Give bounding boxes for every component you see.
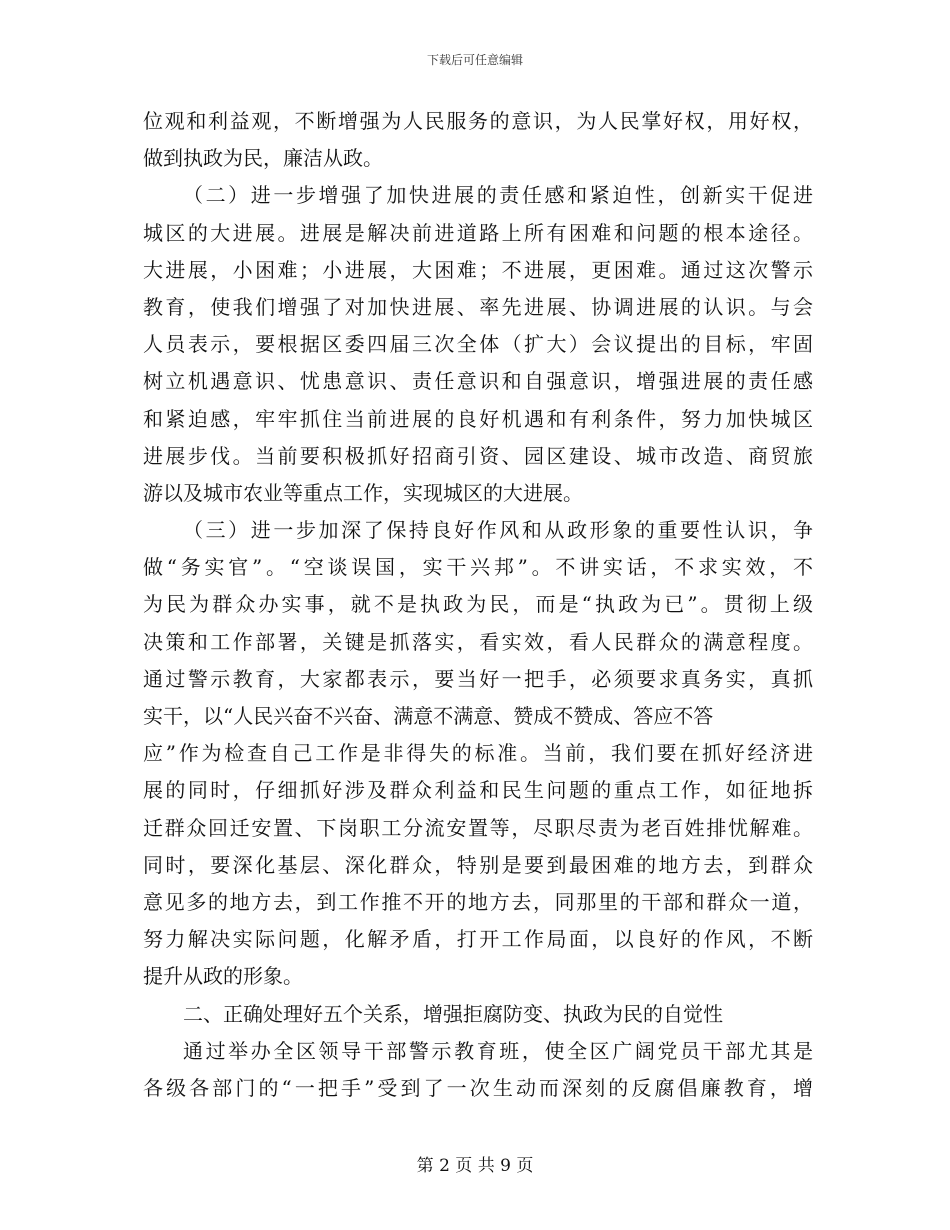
- text-line: 通过举办全区领导干部警示教育班，使全区广阔党员干部尤其是: [183, 1038, 813, 1063]
- text-line: 迁群众回迁安置、下岗职工分流安置等，尽职尽责为老百姓排忧解难。: [143, 815, 813, 840]
- text-line: 做到执政为民，廉洁从政。: [143, 146, 383, 171]
- text-line: 展的同时，仔细抓好涉及群众利益和民生问题的重点工作，如征地拆: [143, 778, 813, 803]
- text-line: （二）进一步增强了加快进展的责任感和紧迫性，创新实干促进: [183, 183, 813, 208]
- text-line: 树立机遇意识、忧患意识、责任意识和自强意识，增强进展的责任感: [143, 369, 813, 394]
- text-line: 人员表示，要根据区委四届三次全体（扩大）会议提出的目标，牢固: [143, 332, 813, 357]
- text-line: 通过警示教育，大家都表示，要当好一把手，必须要求真务实，真抓: [143, 666, 813, 691]
- text-line: 意见多的地方去，到工作推不开的地方去，同那里的干部和群众一道，: [143, 889, 813, 914]
- page-number: 第 2 页 共 9 页: [416, 1156, 534, 1176]
- text-line: 进展步伐。当前要积极抓好招商引资、园区建设、城市改造、商贸旅: [143, 443, 813, 468]
- document-body: [143, 103, 813, 1107]
- text-line: 城区的大进展。进展是解决前进道路上所有困难和问题的根本途径。: [143, 220, 813, 245]
- text-line: 位观和利益观，不断增强为人民服务的意识，为人民掌好权，用好权，: [143, 109, 813, 133]
- text-line: 努力解决实际问题，化解矛盾，打开工作局面，以良好的作风，不断: [143, 927, 813, 952]
- text-line: 同时，要深化基层、深化群众，特别是要到最困难的地方去，到群众: [143, 852, 813, 877]
- text-line: 为民为群众办实事，就不是执政为民，而是“执政为已”。贯彻上级: [143, 592, 813, 617]
- text-line: （三）进一步加深了保持良好作风和从政形象的重要性认识，争: [183, 518, 813, 543]
- text-line: 各级各部门的“一把手”受到了一次生动而深刻的反腐倡廉教育，增: [143, 1075, 813, 1100]
- text-line: 提升从政的形象。: [143, 964, 303, 989]
- text-line: 大进展，小困难；小进展，大困难；不进展，更困难。通过这次警示: [143, 257, 813, 282]
- text-line: 做“务实官”。“空谈误国，实干兴邦”。不讲实话，不求实效，不: [143, 555, 813, 580]
- text-line: 教育，使我们增强了对加快进展、率先进展、协调进展的认识。与会: [143, 294, 813, 319]
- text-line: 二、正确处理好五个关系，增强拒腐防变、执政为民的自觉性: [183, 1001, 723, 1026]
- page-header: 下载后可任意编辑: [426, 53, 523, 67]
- text-line: 游以及城市农业等重点工作，实现城区的大进展。: [143, 480, 583, 505]
- text-line: 决策和工作部署，关键是抓落实，看实效，看人民群众的满意程度。: [143, 629, 813, 654]
- text-line: 应”作为检查自己工作是非得失的标准。当前，我们要在抓好经济进: [143, 741, 813, 766]
- text-line: 实干，以“人民兴奋不兴奋、满意不满意、赞成不赞成、答应不答: [143, 704, 714, 728]
- text-line: 和紧迫感，牢牢抓住当前进展的良好机遇和有利条件，努力加快城区: [143, 406, 813, 431]
